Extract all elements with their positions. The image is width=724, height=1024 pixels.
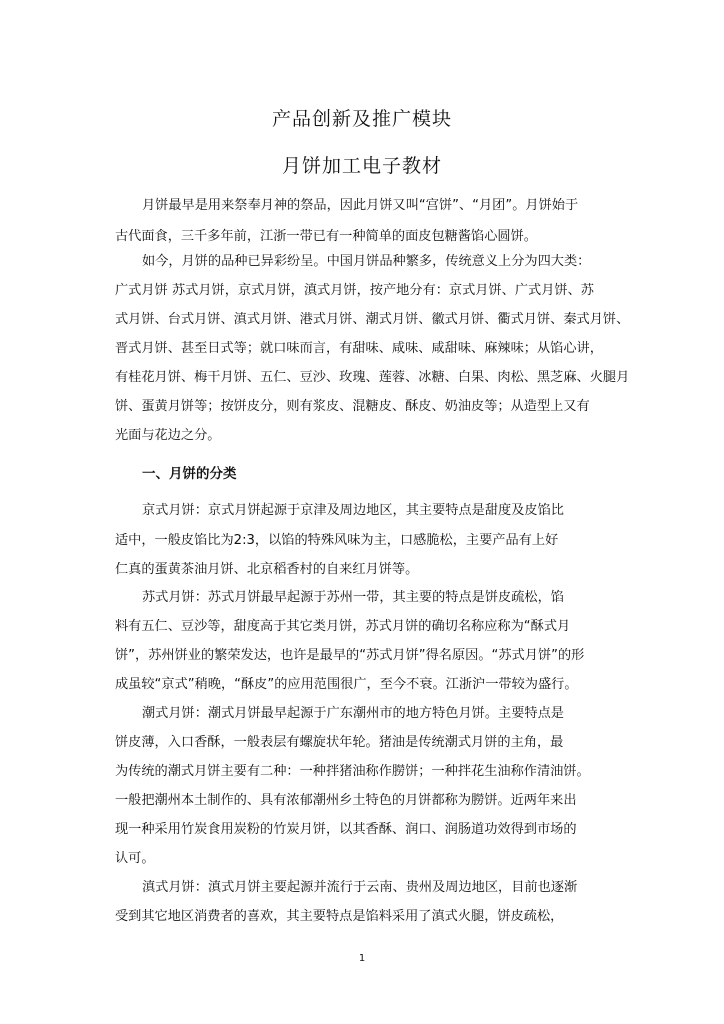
paragraph-line: 为传统的潮式月饼主要有二种：一种拌猪油称作朥饼；一种拌花生油称作清油饼。 [115, 764, 590, 779]
paragraph-line: 饼、蛋黄月饼等；按饼皮分，则有浆皮、混糖皮、酥皮、奶油皮等；从造型上又有 [115, 399, 590, 414]
paragraph-line: 受到其它地区消费者的喜欢，其主要特点是馅料采用了滇式火腿，饼皮疏松， [115, 909, 564, 924]
page-number: 1 [358, 953, 366, 964]
paragraph-line: 如今，月饼的品种已异彩纷呈。中国月饼品种繁多，传统意义上分为四大类： [142, 254, 591, 269]
paragraph-line: 适中，一般皮馅比为2:3，以馅的特殊风味为主，口感脆松，主要产品有上好 [115, 533, 559, 548]
paragraph-line: 广式月饼 苏式月饼，京式月饼，滇式月饼，按产地分有：京式月饼、广式月饼、苏 [115, 283, 594, 298]
paragraph-line: 认可。 [115, 851, 155, 866]
paragraph-line: 饼”，苏州饼业的繁荣发达，也许是最早的“苏式月饼”得名原因。“苏式月饼”的形 [115, 648, 585, 663]
document-title: 产品创新及推广模块 [271, 108, 452, 130]
paragraph-line: 晋式月饼、甚至日式等；就口味而言，有甜味、咸味、咸甜味、麻辣味；从馅心讲， [115, 341, 603, 356]
paragraph-line: 一般把潮州本土制作的、具有浓郁潮州乡土特色的月饼都称为朥饼。近两年来出 [115, 793, 577, 808]
paragraph-line: 月饼最早是用来祭奉月神的祭品，因此月饼又叫“宫饼”、“月团”。月饼始于 [142, 198, 579, 213]
paragraph-line: 滇式月饼：滇式月饼主要起源并流行于云南、贵州及周边地区，目前也逐渐 [142, 880, 578, 895]
paragraph-line: 苏式月饼：苏式月饼最早起源于苏州一带，其主要的特点是饼皮疏松，馅 [142, 590, 564, 605]
document-subtitle: 月饼加工电子教材 [281, 155, 442, 177]
section-heading: 一、月饼的分类 [142, 466, 237, 482]
paragraph-line: 仁真的蛋黄茶油月饼、北京稻香村的自来红月饼等。 [115, 562, 419, 577]
paragraph-line: 现一种采用竹炭食用炭粉的竹炭月饼，以其香酥、润口、润肠道功效得到市场的 [115, 822, 577, 837]
paragraph-line: 京式月饼：京式月饼起源于京津及周边地区，其主要特点是甜度及皮馅比 [142, 503, 564, 518]
paragraph-line: 光面与花边之分。 [115, 428, 221, 443]
paragraph-line: 式月饼、台式月饼、滇式月饼、港式月饼、潮式月饼、徽式月饼、衢式月饼、秦式月饼、 [115, 312, 630, 327]
paragraph-line: 古代面食，三千多年前，江浙一带已有一种简单的面皮包糖酱馅心圆饼。 [115, 229, 537, 244]
paragraph-line: 饼皮薄，入口香酥，一般表层有螺旋状年轮。猪油是传统潮式月饼的主角，最 [115, 735, 564, 750]
paragraph-line: 潮式月饼：潮式月饼最早起源于广东潮州市的地方特色月饼。主要特点是 [142, 706, 564, 721]
paragraph-line: 成虽较“京式”稍晚，“酥皮”的应用范围很广，至今不衰。江浙沪一带较为盛行。 [115, 677, 578, 692]
paragraph-line: 料有五仁、豆沙等，甜度高于其它类月饼，苏式月饼的确切名称应称为“酥式月 [115, 619, 571, 634]
paragraph-line: 有桂花月饼、梅干月饼、五仁、豆沙、玫瑰、莲蓉、冰糖、白果、肉松、黑芝麻、火腿月 [115, 370, 630, 385]
